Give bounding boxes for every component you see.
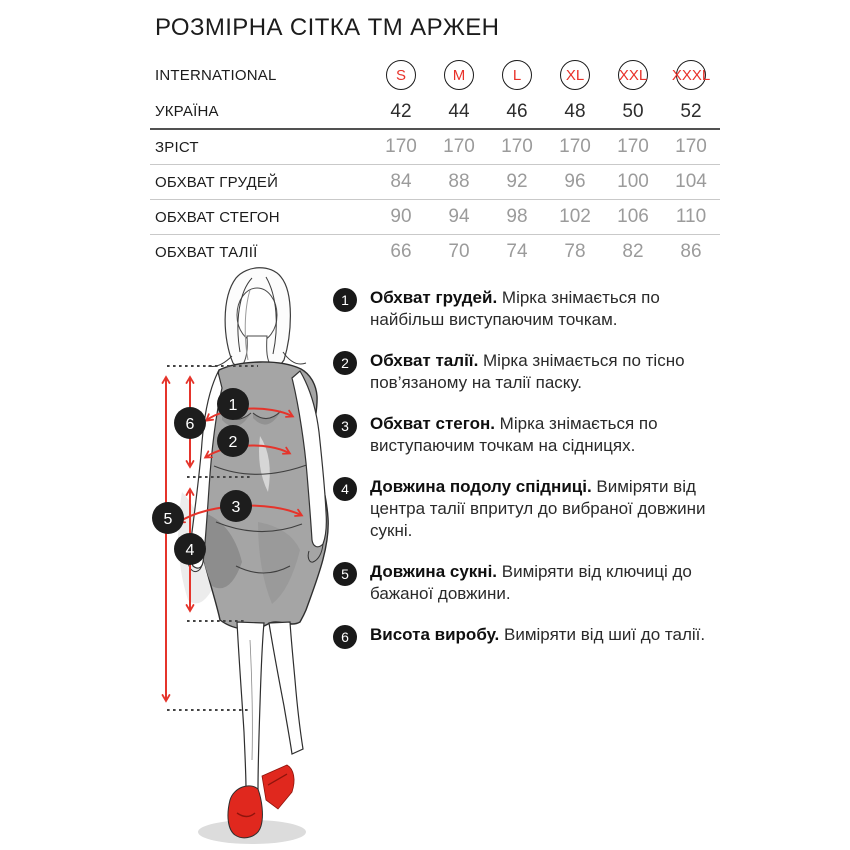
marker-1-number: 1 bbox=[228, 397, 238, 414]
row-label-ukraine: УКРАЇНА bbox=[155, 103, 219, 120]
table-cell: 94 bbox=[448, 206, 470, 227]
size-badge-cell bbox=[546, 60, 604, 90]
figure-illustration bbox=[140, 260, 350, 850]
row-label-hips: ОБХВАТ СТЕГОН bbox=[155, 208, 280, 226]
table-cell: 170 bbox=[675, 136, 707, 157]
size-badge-cell bbox=[604, 60, 662, 90]
table-cell: 74 bbox=[506, 241, 528, 262]
size-badge-cell bbox=[430, 60, 488, 90]
table-cell: 42 bbox=[390, 100, 412, 122]
table-cell: 104 bbox=[675, 171, 707, 192]
legend-number-badge: 1 bbox=[333, 288, 357, 312]
table-cell: 100 bbox=[617, 171, 649, 192]
table-cell: 170 bbox=[443, 136, 475, 157]
table-cell: 86 bbox=[680, 241, 702, 262]
table-cell: 170 bbox=[501, 136, 533, 157]
size-badge-xl: XL bbox=[560, 60, 590, 90]
legend-text bbox=[370, 476, 708, 542]
front-shoe bbox=[228, 786, 262, 838]
table-cell: 110 bbox=[675, 206, 707, 227]
size-badge-m: M bbox=[444, 60, 474, 90]
table-cell: 50 bbox=[622, 100, 644, 122]
table-cell: 46 bbox=[506, 100, 528, 122]
size-badge-cell bbox=[372, 60, 430, 90]
table-cell: 170 bbox=[617, 136, 649, 157]
table-row-hips bbox=[150, 200, 720, 234]
legend-text bbox=[370, 350, 708, 394]
legend-number-badge: 3 bbox=[333, 414, 357, 438]
legend-number-badge: 4 bbox=[333, 477, 357, 501]
table-cell: 48 bbox=[564, 100, 586, 122]
legend-text bbox=[370, 413, 708, 457]
table-cell: 96 bbox=[564, 171, 586, 192]
table-cell: 88 bbox=[448, 171, 470, 192]
legend-number-badge: 5 bbox=[333, 562, 357, 586]
legend-item-skirt-length bbox=[333, 476, 713, 542]
row-label-international: INTERNATIONAL bbox=[155, 66, 277, 84]
legend-term: Обхват талії. bbox=[370, 351, 479, 370]
table-cell: 92 bbox=[506, 171, 528, 192]
table-cell: 52 bbox=[680, 100, 702, 122]
table-cell: 84 bbox=[390, 171, 412, 192]
back-shoe bbox=[262, 765, 294, 809]
legend-desc: Виміряти від шиї до талії. bbox=[499, 625, 706, 644]
table-row-chest bbox=[150, 165, 720, 199]
table-cell: 98 bbox=[506, 206, 528, 227]
legend-item-chest bbox=[333, 287, 713, 331]
table-cell: 102 bbox=[559, 206, 591, 227]
legend-text bbox=[370, 561, 708, 605]
legend-desc: Мірка знімається по найбільш виступаючим точкам. bbox=[370, 288, 660, 329]
legend-item-bodice-height bbox=[333, 624, 713, 649]
marker-2-number: 2 bbox=[228, 434, 238, 451]
table-body bbox=[150, 130, 720, 269]
legend-item-hips bbox=[333, 413, 713, 457]
marker-5-number: 5 bbox=[163, 511, 173, 528]
size-badge-cell bbox=[488, 60, 546, 90]
legend-term: Довжина сукні. bbox=[370, 562, 498, 581]
size-badge-xxxl: XXXL bbox=[676, 60, 706, 90]
table-cell: 66 bbox=[390, 241, 412, 262]
table-cell: 82 bbox=[622, 241, 644, 262]
marker-5 bbox=[152, 502, 184, 534]
legend-term: Обхват грудей. bbox=[370, 288, 498, 307]
table-row-ukraine bbox=[150, 95, 720, 128]
measurement-legend bbox=[333, 287, 713, 668]
table-row-height bbox=[150, 130, 720, 164]
size-table bbox=[150, 55, 720, 269]
marker-4-number: 4 bbox=[185, 542, 195, 559]
marker-3 bbox=[220, 490, 252, 522]
legend-number-badge: 2 bbox=[333, 351, 357, 375]
legend-item-dress-length bbox=[333, 561, 713, 605]
page-title: РОЗМІРНА СІТКА ТМ АРЖЕН bbox=[155, 14, 500, 41]
row-label-waist: ОБХВАТ ТАЛІЇ bbox=[155, 243, 258, 261]
size-badge-xxl: XXL bbox=[618, 60, 648, 90]
size-badge-l: L bbox=[502, 60, 532, 90]
legend-term: Обхват стегон. bbox=[370, 414, 495, 433]
row-label-chest: ОБХВАТ ГРУДЕЙ bbox=[155, 173, 279, 191]
legend-text bbox=[370, 287, 708, 331]
legend-desc: Виміряти від ключиці до бажаної довжини. bbox=[370, 562, 692, 603]
legend-text bbox=[370, 624, 708, 649]
size-badge-s: S bbox=[386, 60, 416, 90]
legend-term: Довжина подолу спідниці. bbox=[370, 477, 592, 496]
legend-desc: Виміряти від центра талії впритул до вибраної довжини сукні. bbox=[370, 477, 706, 540]
marker-6 bbox=[174, 407, 206, 439]
marker-2 bbox=[217, 425, 249, 457]
marker-1 bbox=[217, 388, 249, 420]
table-cell: 170 bbox=[385, 136, 417, 157]
marker-3-number: 3 bbox=[231, 499, 241, 516]
table-cell: 44 bbox=[448, 100, 470, 122]
face bbox=[237, 288, 277, 342]
table-cell: 78 bbox=[564, 241, 586, 262]
table-cell: 170 bbox=[559, 136, 591, 157]
legend-number-badge: 6 bbox=[333, 625, 357, 649]
legend-desc: Мірка знімається по тісно пов’язаному на талії паску. bbox=[370, 351, 685, 392]
legend-item-waist bbox=[333, 350, 713, 394]
legend-desc: Мірка знімається по виступаючим точкам на сідницях. bbox=[370, 414, 658, 455]
row-label-height: ЗРІСТ bbox=[155, 138, 199, 156]
size-badge-cell bbox=[662, 60, 720, 90]
table-cell: 90 bbox=[390, 206, 412, 227]
table-cell: 106 bbox=[617, 206, 649, 227]
legs bbox=[237, 622, 303, 790]
table-cell: 70 bbox=[448, 241, 470, 262]
table-row-international bbox=[150, 55, 720, 95]
legend-term: Висота виробу. bbox=[370, 625, 500, 644]
marker-4 bbox=[174, 533, 206, 565]
marker-6-number: 6 bbox=[185, 416, 195, 433]
